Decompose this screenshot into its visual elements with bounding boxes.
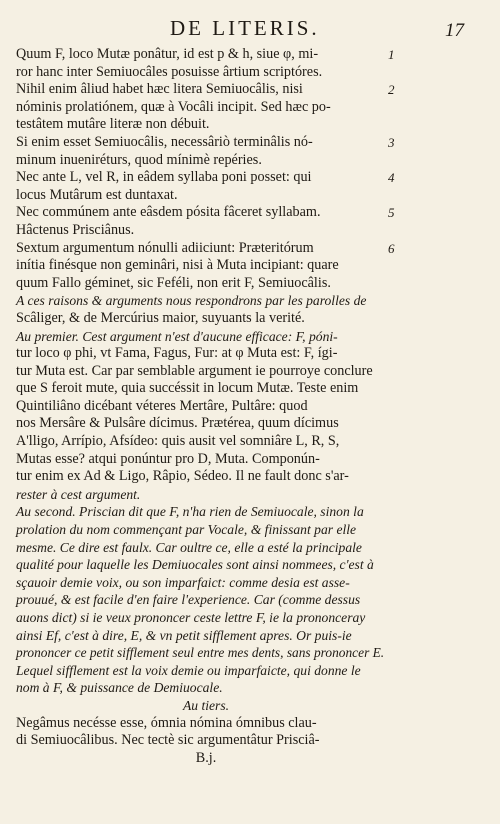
text-line (16, 697, 396, 715)
line-text: Quum F, loco Mutæ ponâtur, id est p & h, siue φ, mi- (16, 46, 319, 62)
line-text: rester à cest argument. (16, 486, 141, 502)
line-text: quum Fallo géminet, sic Feféli, non erit F, Semiuocâlis. (16, 274, 331, 291)
line-text: mesme. Ce dire est faulx. Car oultre ce, elle a esté la principale (16, 539, 362, 555)
page-number: 17 (445, 20, 464, 41)
running-head: DE LITERIS. (170, 16, 320, 40)
margin-number: 2 (388, 82, 395, 98)
text-line (16, 486, 396, 504)
text-line (16, 169, 396, 187)
line-text: Sextum argumentum nónulli adiiciunt: Præteritórum (16, 239, 314, 256)
line-text: Au tiers. (182, 697, 230, 713)
line-text: Mutas esse? atqui ponúntur pro D, Muta. Componún- (16, 450, 320, 467)
text-line (16, 152, 396, 170)
margin-number: 4 (388, 170, 395, 186)
text-line (16, 275, 396, 293)
line-text: prouué, & est facile d'en faire l'experience. Car (comme dessus (16, 592, 361, 608)
line-text: prononcer ce petit sifflement seul entre mes dents, sans prononcer E. (16, 645, 385, 661)
text-line (16, 521, 396, 539)
text-line (16, 187, 396, 205)
line-text: inítia finésque non geminâri, nisi à Muta incipiant: quare (16, 257, 339, 274)
margin-number: 6 (388, 240, 395, 256)
line-text: tur loco φ phi, vt Fama, Fagus, Fur: at φ Muta est: F, ígi- (16, 345, 338, 362)
line-text: auons dict) si ie veux prononcer ceste lettre F, ie la prononceray (16, 610, 366, 625)
line-text: testâtem mutâre literæ non débuit. (16, 116, 210, 133)
text-line (16, 81, 396, 99)
margin-number: 1 (388, 47, 395, 62)
text-line (16, 574, 396, 592)
text-line (16, 257, 396, 275)
text-line (16, 451, 396, 469)
text-line (16, 715, 396, 733)
line-text: Negâmus necésse esse, ómnia nómina ómnibus clau- (16, 714, 317, 731)
text-line (16, 679, 396, 697)
text-line (16, 539, 396, 557)
line-text: nom à F, & puissance de Demiuocale. (16, 680, 223, 696)
line-text: B.j. (195, 749, 217, 766)
text-line (16, 433, 396, 451)
text-line (16, 134, 396, 152)
line-text: Lequel sifflement est la voix demie ou imparfaicte, qui donne le (16, 662, 361, 678)
line-text: nóminis prolatiónem, quæ à Vocâli incipit. Sed hæc po- (16, 98, 331, 115)
line-text: prolation du nom commençant par Vocale, & finissant par elle (16, 522, 357, 538)
line-text: Si enim esset Semiuocâlis, necessâriò terminâlis nó- (16, 133, 313, 150)
margin-number: 5 (388, 205, 395, 221)
text-line (16, 99, 396, 117)
text-line (16, 345, 396, 363)
line-text: que S feroit mute, quia succéssit in locum Mutæ. Teste enim (16, 380, 359, 397)
line-text: minum inueniréturs, quod mínimè repéries. (16, 151, 262, 168)
line-text: Au second. Priscian dit que F, n'ha rien de Semiuocale, sinon la (16, 504, 364, 520)
text-line (16, 204, 396, 222)
line-text: A'lligo, Arrípio, Afsídeo: quis ausit vel somniâre L, R, S, (16, 433, 340, 450)
text-line (16, 609, 396, 627)
line-text: di Semiuocâlibus. Nec tectè sic argumentâtur Prisciâ- (16, 732, 320, 749)
page-header (0, 10, 500, 44)
line-text: tur Muta est. Car par semblable argument ie pourroye conclure (16, 362, 373, 379)
text-line (16, 591, 396, 609)
line-text: Quintiliâno dicébant véteres Mertâre, Pultâre: quod (16, 397, 308, 414)
text-line (16, 64, 396, 82)
text-line (16, 750, 396, 768)
line-text: Nihil enim âliud habet hæc litera Semiuocâlis, nisi (16, 81, 303, 98)
line-text: tur enim ex Ad & Ligo, Râpio, Sédeo. Il ne fault donc s'ar- (16, 468, 349, 485)
line-text: Hâctenus Prisciânus. (16, 221, 135, 238)
page-body (16, 46, 396, 767)
text-line (16, 662, 396, 680)
text-line (16, 240, 396, 258)
text-line (16, 363, 396, 381)
margin-number: 3 (388, 134, 395, 150)
text-line (16, 556, 396, 574)
text-line (16, 310, 396, 328)
line-text: ainsi Ef, c'est à dire, E, & vn petit sifflement apres. Or puis-ie (16, 627, 352, 643)
text-line (16, 222, 396, 240)
text-line (16, 732, 396, 750)
text-line (16, 644, 396, 662)
text-line (16, 46, 396, 64)
text-line (16, 398, 396, 416)
text-line (16, 627, 396, 645)
text-line (16, 503, 396, 521)
line-text: nos Mersâre & Pulsâre dícimus. Prætérea, quum dícimus (16, 415, 339, 432)
text-line (16, 415, 396, 433)
line-text: Nec ante L, vel R, in eâdem syllaba poni posset: qui (16, 169, 312, 186)
line-text: Scâliger, & de Mercúrius maior, suyuants la verité. (16, 309, 305, 326)
text-line (16, 380, 396, 398)
line-text: Au premier. Cest argument n'est d'aucune efficace: F, póni- (16, 328, 338, 344)
line-text: qualité pour laquelle les Demiuocales sont ainsi nommees, c'est à (16, 557, 374, 573)
text-line (16, 468, 396, 486)
line-text: locus Mutârum est duntaxat. (16, 186, 178, 203)
text-line (16, 292, 396, 310)
line-text: sçauoir demie voix, ou son imparfaict: comme desia est asse- (16, 574, 350, 590)
line-text: ror hanc inter Semiuocâles posuisse ârtium scriptóres. (16, 63, 323, 80)
line-text: A ces raisons & arguments nous respondrons par les parolles de (16, 293, 367, 309)
line-text: Nec commúnem ante eâsdem pósita fâceret syllabam. (16, 204, 321, 221)
text-line (16, 116, 396, 134)
text-line (16, 328, 396, 346)
